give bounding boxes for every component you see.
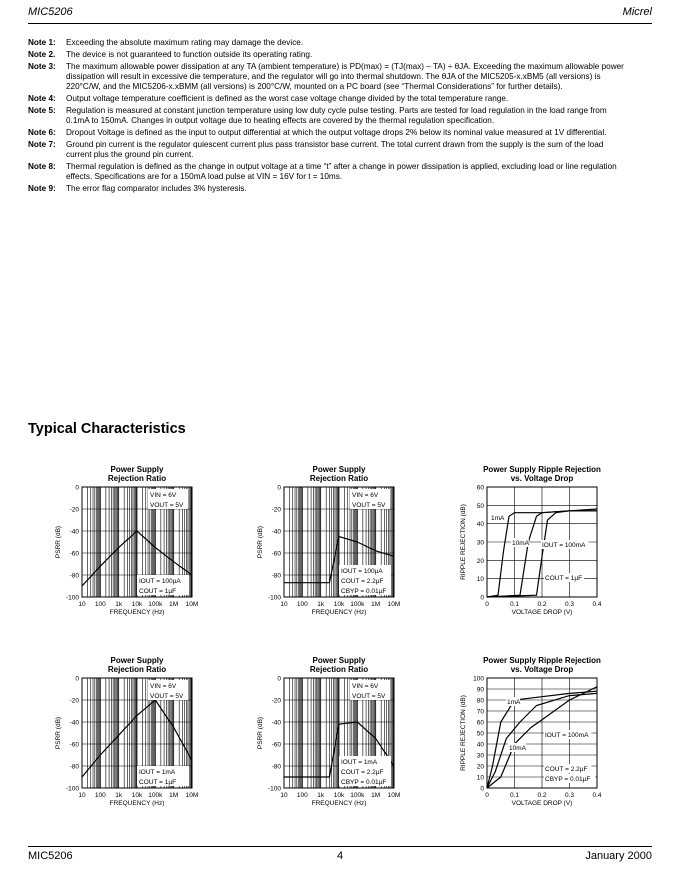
x-tick-label: 100k [350, 601, 365, 608]
y-axis-label: PSRR (dB) [257, 525, 264, 559]
x-tick-label: 0.4 [592, 601, 602, 608]
chart-annotation: COUT = 1µF [545, 575, 583, 582]
y-tick-label: -100 [267, 594, 281, 602]
chart-annotation: VOUT = 5V [150, 693, 184, 700]
chart-annotation: IOUT = 1mA [341, 759, 378, 766]
y-tick-label: 90 [476, 686, 484, 694]
chart-annotation: IOUT = 1mA [139, 769, 176, 776]
psrr-chart-1 [25, 462, 205, 637]
x-tick-label: 100k [148, 792, 163, 799]
y-axis-label: PSRR (dB) [55, 716, 62, 750]
note-label: Note 3: [28, 62, 56, 71]
y-tick-label: -60 [69, 550, 79, 558]
x-tick-label: 100k [148, 601, 163, 608]
x-axis-label: VOLTAGE DROP (V) [511, 609, 573, 616]
y-tick-label: 0 [75, 675, 79, 683]
x-tick-label: 10 [280, 601, 288, 608]
note-text: The error flag comparator includes 3% hysteresis. [66, 184, 247, 193]
y-tick-label: -80 [271, 572, 281, 580]
chart-title: Power Supply Ripple Rejection [483, 465, 601, 474]
header-rule [28, 23, 652, 24]
note-label: Note 9: [28, 184, 56, 193]
note-text: Regulation is measured at constant junction temperature using low duty cycle pulse testing. Parts are tested for load regulation in the load range from 0.1mA to 150mA. Changes in output voltage due to heating effects are covered by the thermal regulation specification. [66, 106, 607, 125]
y-tick-label: 80 [476, 697, 484, 705]
x-tick-label: 1k [317, 792, 325, 799]
chart-title: Power Supply [110, 656, 164, 665]
chart-annotation: COUT = 2.2µF [341, 769, 384, 776]
x-tick-label: 1k [115, 601, 123, 608]
y-tick-label: 50 [476, 730, 484, 738]
y-tick-label: 30 [476, 752, 484, 760]
y-tick-label: -100 [267, 785, 281, 793]
psrr-chart-4 [227, 653, 407, 828]
note-item [28, 184, 628, 194]
x-tick-label: 0.2 [537, 601, 547, 608]
y-axis-label: PSRR (dB) [55, 525, 62, 559]
y-tick-label: -20 [271, 506, 281, 514]
footer-date: January 2000 [585, 850, 652, 862]
chart-title: Rejection Ratio [107, 474, 167, 483]
psrr-chart-3 [25, 653, 205, 828]
chart-annotation: COUT = 2.2µF [341, 578, 384, 585]
x-tick-label: 0.3 [564, 792, 575, 799]
page-footer [28, 850, 652, 864]
y-tick-label: -80 [69, 763, 79, 771]
y-tick-label: 10 [476, 576, 484, 584]
chart-svg [25, 462, 205, 637]
x-tick-label: 10k [333, 601, 345, 608]
chart-annotation: IOUT = 100mA [542, 542, 586, 549]
footer-rule [28, 846, 652, 847]
y-tick-label: 10 [476, 774, 484, 782]
y-tick-label: -80 [271, 763, 281, 771]
x-tick-label: 100 [94, 601, 106, 608]
x-tick-label: 1M [371, 601, 381, 608]
x-tick-label: 0.3 [564, 601, 575, 608]
y-tick-label: -60 [271, 550, 281, 558]
chart-annotation: IOUT = 100µA [341, 568, 383, 575]
note-label: Note 2. [28, 50, 56, 59]
chart-annotation: VIN = 6V [352, 492, 379, 499]
chart-title: Power Supply [312, 656, 366, 665]
note-item [28, 140, 628, 160]
note-item [28, 162, 628, 182]
chart-annotation: IOUT = 100mA [545, 732, 589, 739]
y-tick-label: 30 [476, 539, 484, 547]
chart-annotation: IOUT = 100µA [139, 578, 181, 585]
chart-svg [227, 653, 407, 828]
chart-annotation: CBYP = 0.01µF [545, 776, 591, 783]
y-tick-label: 0 [480, 594, 484, 602]
x-tick-label: 0 [485, 792, 489, 799]
chart-annotation: COUT = 1µF [139, 779, 177, 786]
chart-title: Rejection Ratio [107, 665, 167, 674]
notes-list [28, 38, 628, 196]
x-tick-label: 1M [169, 601, 179, 608]
chart-title: vs. Voltage Drop [510, 474, 574, 483]
chart-title: Power Supply [110, 465, 164, 474]
chart-title: Rejection Ratio [309, 474, 369, 483]
note-item [28, 62, 628, 92]
y-tick-label: -20 [271, 697, 281, 705]
ripple-chart-2 [430, 653, 610, 828]
note-item [28, 50, 628, 60]
chart-annotation: 1mA [491, 515, 505, 522]
x-tick-label: 0 [485, 601, 489, 608]
note-text: Thermal regulation is defined as the change in output voltage at a time “t” after a change in power dissipation is applied, excluding load or line regulation effects. Specifications are for a 150mA load pulse at VIN = 16V for t = 10ms. [66, 162, 617, 181]
chart-annotation: VOUT = 5V [352, 502, 386, 509]
x-tick-label: 100k [350, 792, 365, 799]
chart-annotation: VIN = 6V [352, 683, 379, 690]
y-tick-label: -40 [69, 719, 79, 727]
y-tick-label: -40 [271, 528, 281, 536]
y-tick-label: 0 [480, 785, 484, 793]
x-axis-label: FREQUENCY (Hz) [311, 609, 367, 616]
y-tick-label: 100 [473, 675, 484, 683]
y-tick-label: 60 [476, 719, 484, 727]
chart-svg [227, 462, 407, 637]
x-tick-label: 10M [387, 601, 401, 608]
note-item [28, 106, 628, 126]
chart-annotation: 10mA [509, 745, 526, 752]
note-label: Note 5: [28, 106, 56, 115]
x-axis-label: FREQUENCY (Hz) [109, 609, 165, 616]
x-tick-label: 10M [387, 792, 401, 799]
x-tick-label: 10 [280, 792, 288, 799]
y-tick-label: 20 [476, 763, 484, 771]
y-tick-label: 60 [476, 484, 484, 492]
header-company: Micrel [622, 6, 652, 18]
chart-annotation: VOUT = 5V [352, 693, 386, 700]
note-text: Ground pin current is the regulator quiescent current plus pass transistor base current. The total current drawn from the supply is the sum of the load current plus the ground pin current. [66, 140, 604, 159]
page-header [28, 6, 652, 20]
x-tick-label: 1k [115, 792, 123, 799]
y-tick-label: -100 [65, 594, 79, 602]
chart-annotation: 1mA [507, 699, 521, 706]
y-tick-label: 50 [476, 502, 484, 510]
x-tick-label: 100 [296, 601, 308, 608]
chart-svg [25, 653, 205, 828]
note-text: Dropout Voltage is defined as the input to output differential at which the output voltage drops 2% below its nominal value measured at 1V differential. [66, 128, 607, 137]
y-tick-label: -20 [69, 506, 79, 514]
y-tick-label: -100 [65, 785, 79, 793]
x-tick-label: 100 [296, 792, 308, 799]
note-text: Output voltage temperature coefficient is defined as the worst case voltage change divided by the total temperature range. [66, 94, 509, 103]
x-axis-label: FREQUENCY (Hz) [109, 800, 165, 807]
chart-annotation: VOUT = 5V [150, 502, 184, 509]
note-label: Note 8: [28, 162, 56, 171]
y-tick-label: -60 [69, 741, 79, 749]
chart-title: Rejection Ratio [309, 665, 369, 674]
y-axis-label: RIPPLE REJECTION (dB) [460, 504, 467, 580]
x-axis-label: VOLTAGE DROP (V) [511, 800, 573, 807]
chart-annotation: COUT = 1µF [139, 588, 177, 595]
chart-annotation: VIN = 6V [150, 683, 177, 690]
x-tick-label: 100 [94, 792, 106, 799]
y-tick-label: 40 [476, 741, 484, 749]
y-tick-label: 20 [476, 557, 484, 565]
footer-part-number: MIC5206 [28, 850, 73, 862]
psrr-chart-2 [227, 462, 407, 637]
chart-svg [430, 653, 610, 828]
chart-svg [430, 462, 610, 637]
section-title: Typical Characteristics [28, 421, 186, 437]
ripple-chart-1 [430, 462, 610, 637]
chart-title: Power Supply [312, 465, 366, 474]
note-label: Note 7: [28, 140, 56, 149]
note-item [28, 128, 628, 138]
note-item [28, 94, 628, 104]
page-number: 4 [336, 850, 344, 862]
y-tick-label: -80 [69, 572, 79, 580]
y-tick-label: 0 [277, 484, 281, 492]
chart-annotation: VIN = 6V [150, 492, 177, 499]
note-text: The maximum allowable power dissipation at any TA (ambient temperature) is PD(max) = (TJ(max) – TA) ÷ θJA. Exceeding the maximum allowable power dissipation will result in excessive die temperature, and the regulator will go into thermal shutdown. The θJA of the MIC5205-x.xBM5 (all versions) is 220°C/W, and the MIC5206-x.xBMM (all versions) is 200°C/W, mounted on a PC board (see “Thermal Considerations” for further details). [66, 62, 624, 91]
x-tick-label: 1M [371, 792, 381, 799]
y-tick-label: -40 [271, 719, 281, 727]
note-label: Note 1: [28, 38, 56, 47]
header-part-number: MIC5206 [28, 6, 73, 18]
y-axis-label: RIPPLE REJECTION (dB) [460, 695, 467, 771]
y-tick-label: 40 [476, 521, 484, 529]
y-tick-label: 0 [277, 675, 281, 683]
y-tick-label: -40 [69, 528, 79, 536]
chart-annotation: CBYP = 0.01µF [341, 779, 387, 786]
chart-title: Power Supply Ripple Rejection [483, 656, 601, 665]
x-tick-label: 10 [78, 792, 86, 799]
note-text: Exceeding the absolute maximum rating may damage the device. [66, 38, 304, 47]
x-tick-label: 0.1 [509, 792, 520, 799]
x-tick-label: 10M [185, 792, 199, 799]
y-axis-label: PSRR (dB) [257, 716, 264, 750]
chart-title: vs. Voltage Drop [510, 665, 574, 674]
x-tick-label: 0.2 [537, 792, 547, 799]
x-tick-label: 10k [131, 792, 143, 799]
x-tick-label: 1M [169, 792, 179, 799]
x-tick-label: 10 [78, 601, 86, 608]
x-tick-label: 10M [185, 601, 199, 608]
x-tick-label: 0.4 [592, 792, 602, 799]
x-axis-label: FREQUENCY (Hz) [311, 800, 367, 807]
y-tick-label: -60 [271, 741, 281, 749]
note-text: The device is not guaranteed to function outside its operating rating. [66, 50, 313, 59]
chart-annotation: 10mA [512, 540, 529, 547]
x-tick-label: 1k [317, 601, 325, 608]
y-tick-label: 0 [75, 484, 79, 492]
y-tick-label: 70 [476, 708, 484, 716]
x-tick-label: 10k [131, 601, 143, 608]
chart-annotation: CBYP = 0.01µF [341, 588, 387, 595]
note-label: Note 6: [28, 128, 56, 137]
chart-annotation: COUT = 2.2µF [545, 766, 588, 773]
x-tick-label: 10k [333, 792, 345, 799]
note-label: Note 4: [28, 94, 56, 103]
note-item [28, 38, 628, 48]
x-tick-label: 0.1 [509, 601, 520, 608]
y-tick-label: -20 [69, 697, 79, 705]
